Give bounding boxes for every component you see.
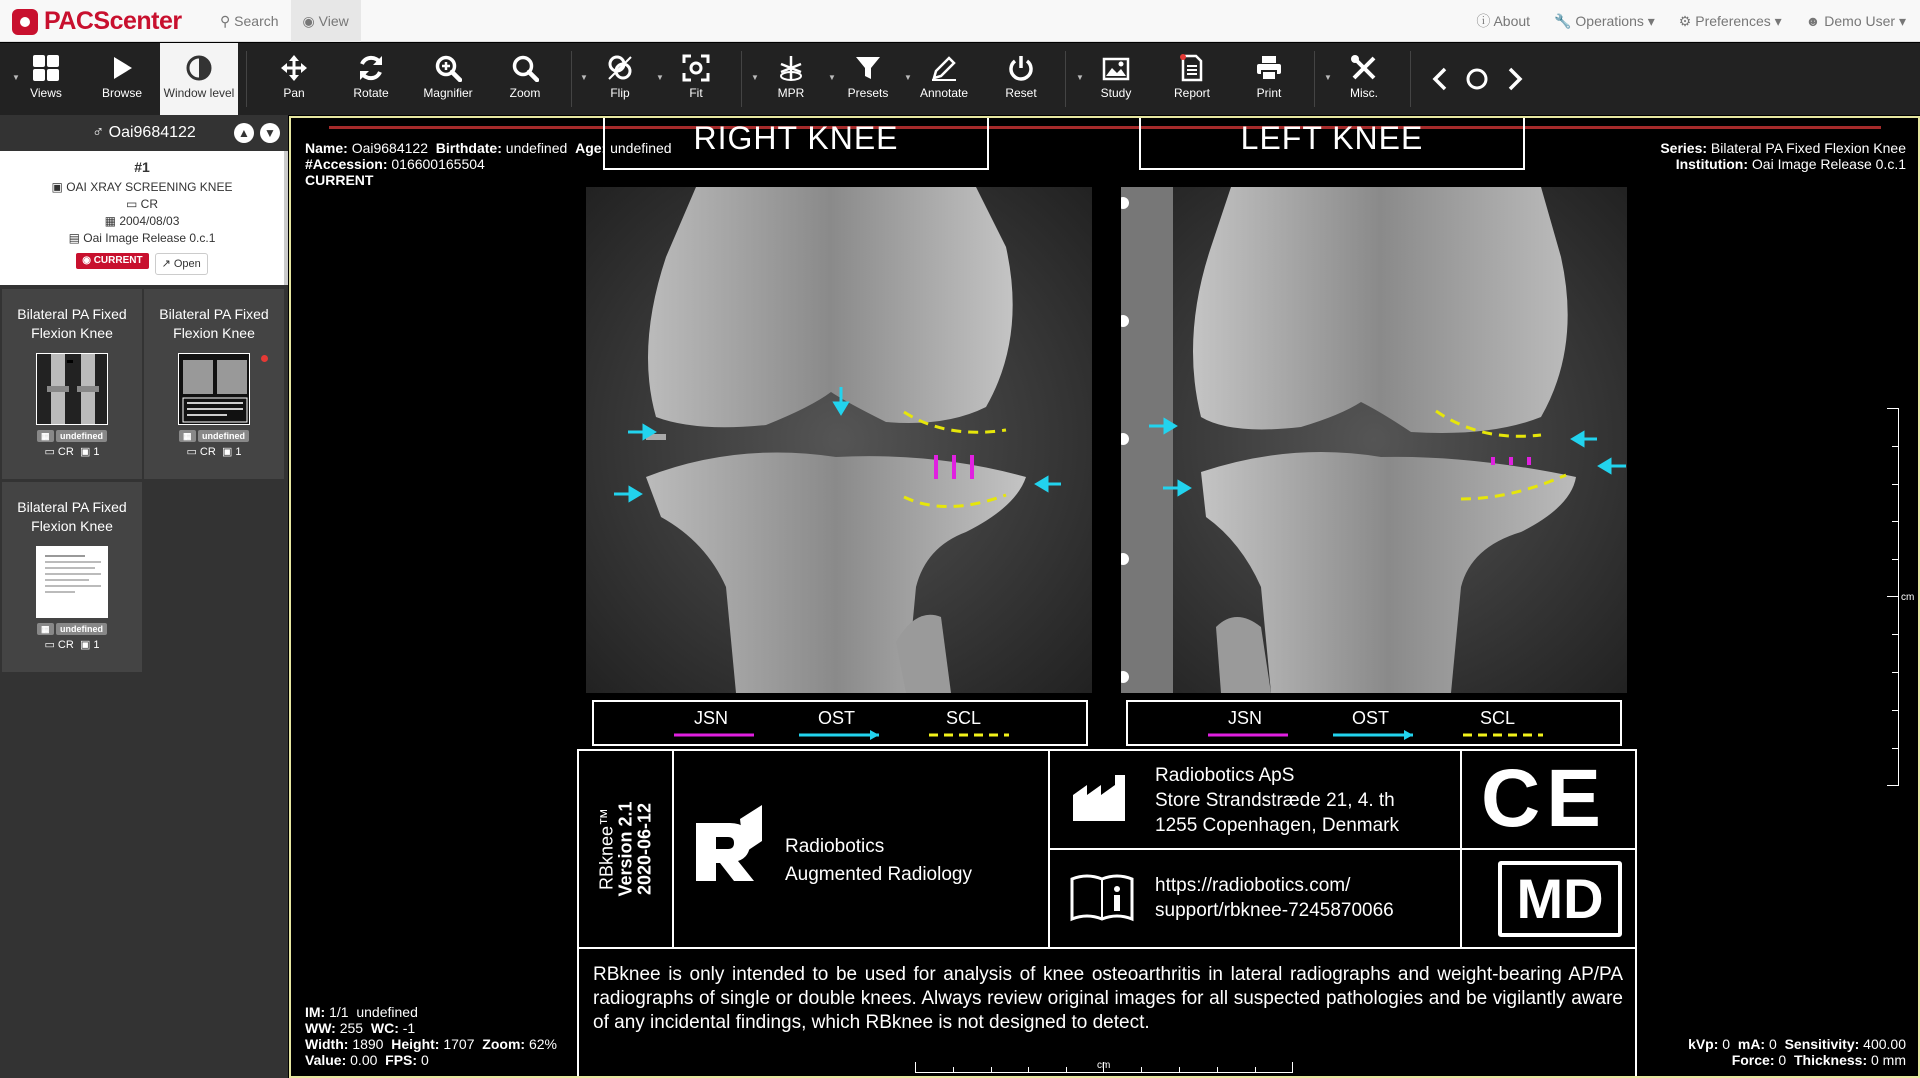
study-description-row (0, 179, 284, 196)
support-url-2: support/rbknee-7245870066 (1155, 900, 1394, 921)
contrast-icon (185, 54, 213, 82)
series-title: Bilateral PA Fixed Flexion Knee (159, 306, 269, 341)
legend-ost: OST (1352, 708, 1390, 728)
viewer-toolbar (0, 43, 1920, 115)
search-icon (511, 54, 539, 82)
nav-operations[interactable] (1554, 0, 1655, 42)
pencil-icon (930, 54, 958, 82)
series-thumbnail[interactable] (144, 289, 284, 479)
flip-label: Flip (610, 86, 630, 100)
md-mark: MD (1498, 861, 1622, 937)
mpr-icon (777, 54, 805, 82)
presets-button[interactable]: ▼ Presets (836, 43, 900, 115)
height-value: 1707 (443, 1036, 475, 1052)
zoom-in-icon (434, 54, 462, 82)
study-modality: CR (140, 197, 159, 211)
age-label: Age: (575, 140, 607, 156)
camera-icon: ▣ (79, 639, 91, 651)
report-label: Report (1173, 86, 1211, 100)
open-button[interactable] (155, 253, 208, 275)
briefcase-icon: ▣ (51, 180, 63, 194)
caret-down-icon: ▾ (1647, 13, 1655, 29)
right-knee-legend (592, 700, 1088, 746)
accession-label: #Accession: (305, 156, 388, 172)
pacscenter-logo-icon (12, 9, 38, 35)
series-tag: undefined (198, 430, 249, 442)
patient-id: Oai9684122 (108, 124, 196, 141)
chevron-down-icon[interactable]: ▼ (260, 123, 280, 143)
thickness-value: 0 mm (1871, 1052, 1906, 1068)
current-indicator: CURRENT (305, 172, 374, 188)
brand-logo[interactable] (12, 7, 182, 36)
report-button[interactable] (1160, 43, 1224, 115)
monitor-icon: ▭ (125, 197, 138, 211)
eye-icon: ◉ (302, 13, 315, 29)
fit-label: Fit (689, 86, 703, 100)
pan-button[interactable] (262, 43, 326, 115)
power-icon (1007, 54, 1035, 82)
sensitivity-value: 400.00 (1863, 1036, 1906, 1052)
birthdate-value: undefined (505, 140, 568, 156)
legend-ost: OST (818, 708, 856, 728)
eye-icon: ◉ (82, 255, 91, 266)
series-preview-image (36, 353, 108, 425)
series-preview-image (178, 353, 250, 425)
browse-label: Browse (101, 86, 142, 100)
nav-user[interactable] (1806, 0, 1906, 42)
force-label: Force: (1731, 1052, 1775, 1068)
print-icon (1255, 54, 1283, 82)
flip-icon (606, 54, 634, 82)
series-modality: CR (57, 639, 74, 651)
manufacturer-address1: Store Strandstræde 21, 4. th (1155, 790, 1395, 811)
company-block (785, 833, 972, 889)
fps-value: 0 (420, 1052, 429, 1068)
nav-operations-label: Operations (1575, 13, 1644, 29)
series-count: 1 (93, 639, 100, 651)
study-institution: Oai Image Release 0.c.1 (83, 231, 216, 245)
camera-icon: ▣ (221, 446, 233, 458)
study-date: 2004/08/03 (119, 214, 180, 228)
version-block (598, 801, 655, 896)
nav-view[interactable] (291, 0, 361, 42)
institution-value: Oai Image Release 0.c.1 (1751, 156, 1906, 172)
thickness-label: Thickness: (1793, 1052, 1868, 1068)
series-modality: CR (199, 446, 216, 458)
series-meta-row (2, 445, 142, 458)
open-label: Open (173, 258, 201, 270)
ma-value: 0 (1769, 1036, 1777, 1052)
support-url-1: https://radiobotics.com/ (1155, 875, 1351, 896)
monitor-icon: ▭ (44, 446, 55, 458)
refresh-icon (357, 54, 385, 82)
print-label: Print (1256, 86, 1282, 100)
flip-button[interactable]: ▼ Flip (588, 43, 652, 115)
search-icon: ⚲ (220, 13, 231, 29)
overlay-bottom-right (1688, 1036, 1906, 1068)
nav-view-label: View (318, 13, 349, 29)
image-viewport[interactable] (289, 116, 1920, 1078)
instructions-book-icon (1069, 873, 1135, 923)
caret-down-icon: ▾ (1898, 13, 1906, 29)
monitor-icon: ▭ (186, 446, 197, 458)
mpr-label: MPR (777, 86, 805, 100)
current-label: CURRENT (93, 255, 143, 266)
wrench-icon: 🔧 (1554, 13, 1572, 29)
caret-down-icon: ▾ (1774, 13, 1782, 29)
company-tagline: Augmented Radiology (785, 864, 972, 885)
product-version: Version 2.1 (615, 801, 636, 897)
study-label: Study (1100, 86, 1132, 100)
user-icon: ☻ (1805, 13, 1821, 29)
birthdate-label: Birthdate: (435, 140, 502, 156)
current-badge (76, 253, 148, 269)
ruler-unit-side: cm (1901, 592, 1915, 603)
manufacturer-name: Radiobotics ApS (1155, 765, 1295, 786)
annotate-button[interactable]: ▼ Annotate (912, 43, 976, 115)
top-navbar (0, 0, 1920, 42)
circle-icon[interactable] (1465, 67, 1489, 91)
camera-icon: ▣ (79, 446, 91, 458)
series-tag-row (2, 431, 142, 442)
fps-label: FPS: (385, 1052, 418, 1068)
nav-search-label: Search (234, 13, 279, 29)
age-value: undefined (610, 140, 672, 156)
study-institution-row (0, 230, 284, 247)
rotate-button[interactable] (339, 43, 403, 115)
series-thumbnail[interactable] (2, 289, 142, 479)
right-knee-title: RIGHT KNEE (603, 116, 989, 170)
radiobotics-logo-icon (692, 801, 764, 883)
misc-button[interactable]: ▼ Misc. (1332, 43, 1396, 115)
reset-button[interactable] (989, 43, 1053, 115)
divider (579, 947, 1637, 949)
width-value: 1890 (352, 1036, 384, 1052)
annotate-label: Annotate (919, 86, 969, 100)
calendar-icon: ▦ (37, 430, 54, 442)
chevron-right-icon[interactable] (1507, 67, 1523, 91)
window-level-button[interactable] (160, 43, 238, 115)
study-image-icon (1102, 54, 1130, 82)
chevron-left-icon[interactable] (1432, 67, 1448, 91)
toolbar-separator (1410, 51, 1411, 107)
toolbar-separator (1314, 51, 1315, 107)
reset-label: Reset (1005, 86, 1037, 100)
browse-button[interactable] (90, 43, 154, 115)
divider (672, 751, 674, 947)
nav-user-label: Demo User (1824, 13, 1896, 29)
zoom-button[interactable] (493, 43, 557, 115)
misc-label: Misc. (1350, 86, 1378, 100)
wc-value: -1 (402, 1020, 416, 1036)
manufacturer-block (1155, 763, 1399, 838)
force-value: 0 (1778, 1052, 1787, 1068)
nav-preferences-label: Preferences (1695, 13, 1771, 29)
ww-label: WW: (305, 1020, 336, 1036)
value-label: Value: (305, 1052, 347, 1068)
gear-icon: ⚙ (1678, 13, 1692, 29)
presets-label: Presets (847, 86, 889, 100)
disclaimer-text: RBknee is only intended to be used for analysis of knee osteoarthritis in lateral radiographs and weight-bearing AP/PA radiographs of single or double knees. Always review original images for all suspected pathologies and be vigilantly aware of any incidental findings, which RBknee is not designed to detect. (593, 964, 1623, 1033)
zoom-value: 62% (528, 1036, 557, 1052)
tools-icon (1350, 54, 1378, 82)
chevron-up-icon[interactable]: ▲ (234, 123, 254, 143)
toolbar-separator (571, 51, 572, 107)
ce-mark: CE (1481, 753, 1607, 844)
clipboard-icon: ▤ (68, 231, 80, 245)
width-label: Width: (305, 1036, 349, 1052)
nav-search[interactable] (208, 0, 291, 42)
series-meta-row (2, 638, 142, 651)
sensitivity-label: Sensitivity: (1784, 1036, 1860, 1052)
overlay-top-right (1660, 140, 1906, 172)
kvp-value: 0 (1722, 1036, 1731, 1052)
wc-label: WC: (370, 1020, 399, 1036)
support-block (1155, 873, 1394, 923)
toolbar-separator (246, 51, 247, 107)
print-button[interactable] (1237, 43, 1301, 115)
series-tag: undefined (56, 623, 107, 635)
institution-label: Institution: (1675, 156, 1749, 172)
kvp-label: kVp: (1688, 1036, 1719, 1052)
im-extra: undefined (356, 1004, 418, 1020)
nav-preferences[interactable] (1679, 0, 1782, 42)
series-count: 1 (235, 446, 242, 458)
study-modality-row (0, 196, 284, 213)
study-button[interactable]: ▼ Study (1084, 43, 1148, 115)
patient-header (0, 115, 288, 151)
series-label: Series: (1660, 140, 1708, 156)
mpr-button[interactable]: ▼ MPR (759, 43, 823, 115)
magnifier-button[interactable] (416, 43, 480, 115)
unread-dot (261, 355, 268, 362)
zoom-label: Zoom (509, 86, 541, 100)
pixel-value: 0.00 (350, 1052, 378, 1068)
info-icon: ⓘ (1476, 13, 1491, 29)
study-date-row (0, 213, 284, 230)
product-name: RBknee™ (596, 807, 617, 891)
legend-scl: SCL (1480, 708, 1516, 728)
rbknee-info-panel (577, 749, 1637, 1078)
series-tag-row (144, 431, 284, 442)
study-card[interactable] (0, 151, 288, 285)
company-name: Radiobotics (785, 836, 885, 857)
series-preview-image (36, 546, 108, 618)
ww-value: 255 (339, 1020, 364, 1036)
calendar-icon: ▦ (104, 214, 116, 228)
toolbar-separator (741, 51, 742, 107)
external-link-icon: ↗ (161, 258, 171, 270)
views-button[interactable]: ▼ Views (14, 43, 78, 115)
accession-value: 016600165504 (391, 156, 485, 172)
ruler-unit-bottom: cm (1097, 1060, 1111, 1071)
monitor-icon: ▭ (44, 639, 55, 651)
series-tag: undefined (56, 430, 107, 442)
series-thumbnail[interactable] (2, 482, 142, 672)
magnifier-label: Magnifier (423, 86, 473, 100)
zoom-label: Zoom: (482, 1036, 526, 1052)
series-value: Bilateral PA Fixed Flexion Knee (1710, 140, 1906, 156)
left-knee-legend (1126, 700, 1622, 746)
legend-jsn: JSN (1228, 708, 1263, 728)
move-icon (280, 54, 308, 82)
release-date: 2020-06-12 (634, 802, 655, 896)
nav-about[interactable] (1476, 0, 1530, 42)
overlay-bottom-left (305, 1004, 557, 1068)
manufacturer-address2: 1255 Copenhagen, Denmark (1155, 815, 1400, 836)
fit-button[interactable]: ▼ Fit (664, 43, 728, 115)
legend-swatches (594, 728, 1090, 742)
report-icon (1178, 54, 1206, 82)
views-label: Views (30, 86, 62, 100)
window-level-label: Window level (163, 86, 235, 100)
legend-jsn: JSN (694, 708, 729, 728)
legend-swatches (1128, 728, 1624, 742)
left-knee-radiograph[interactable] (1121, 187, 1627, 693)
play-icon (108, 54, 136, 82)
factory-icon (1071, 773, 1129, 823)
reference-line (329, 126, 1881, 129)
pan-label: Pan (283, 86, 305, 100)
height-label: Height: (391, 1036, 440, 1052)
series-meta-row (144, 445, 284, 458)
calendar-icon: ▦ (179, 430, 196, 442)
series-modality: CR (57, 446, 74, 458)
study-description: OAI XRAY SCREENING KNEE (66, 180, 233, 194)
name-label: Name: (305, 140, 348, 156)
legend-scl: SCL (946, 708, 982, 728)
left-knee-title: LEFT KNEE (1139, 116, 1525, 170)
rotate-label: Rotate (353, 86, 389, 100)
gender-icon: ♂ (92, 124, 105, 141)
ma-label: mA: (1737, 1036, 1766, 1052)
series-tag-row (2, 624, 142, 635)
patient-name: Oai9684122 (351, 140, 428, 156)
series-title: Bilateral PA Fixed Flexion Knee (17, 499, 127, 534)
study-sidebar (0, 115, 288, 1078)
im-label: IM: (305, 1004, 326, 1020)
grid-icon (32, 54, 60, 82)
vertical-scale-ruler (1887, 408, 1899, 786)
brand-name: PACScenter (44, 7, 182, 35)
im-value: 1/1 (329, 1004, 349, 1020)
toolbar-separator (1065, 51, 1066, 107)
fit-icon (682, 54, 710, 82)
series-title: Bilateral PA Fixed Flexion Knee (17, 306, 127, 341)
right-knee-radiograph[interactable] (586, 187, 1092, 693)
filter-icon (854, 54, 882, 82)
study-number: #1 (134, 159, 150, 175)
calendar-icon: ▦ (37, 623, 54, 635)
nav-about-label: About (1493, 13, 1531, 29)
divider (1048, 848, 1637, 850)
series-count: 1 (93, 446, 100, 458)
